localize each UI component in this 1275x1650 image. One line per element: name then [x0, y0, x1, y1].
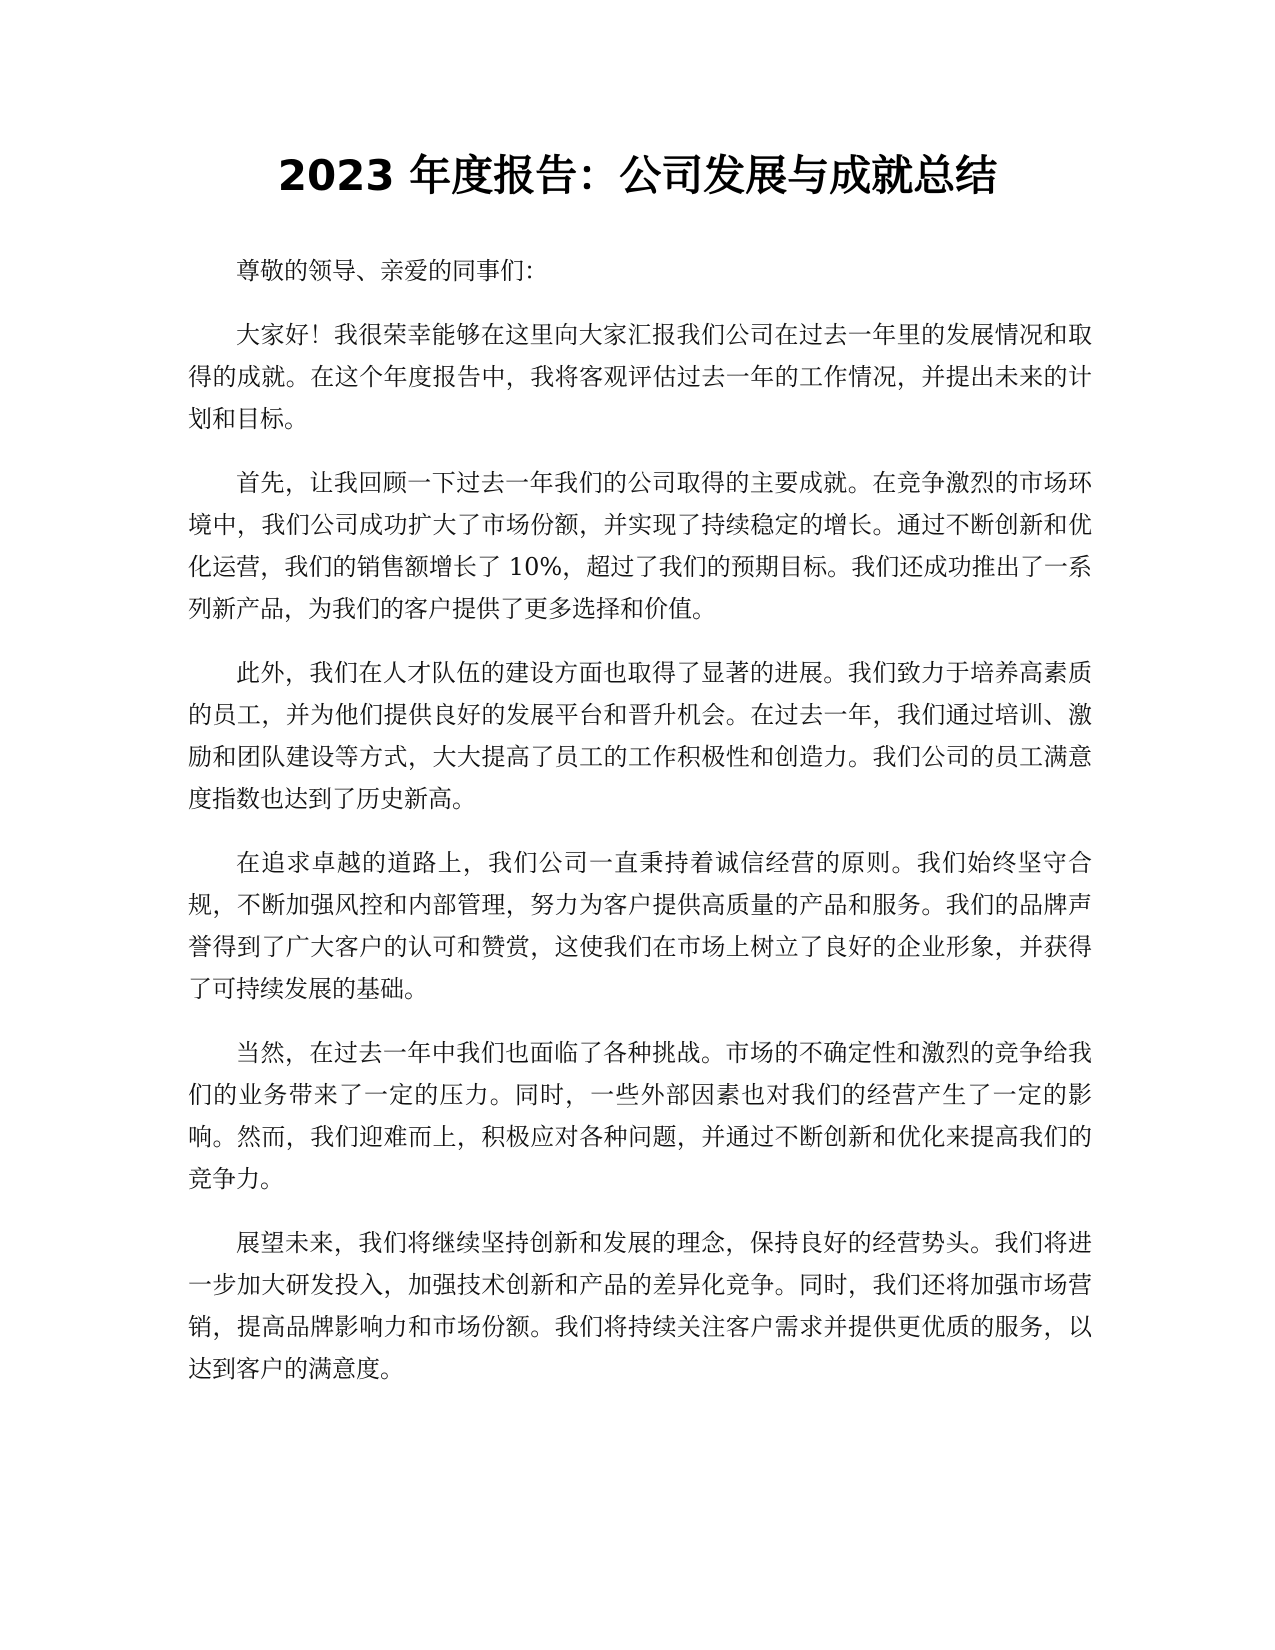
- document-body: [188, 250, 1092, 1412]
- greeting-line: 尊敬的领导、亲爱的同事们：: [236, 257, 548, 285]
- paragraph-challenges: 当然，在过去一年中我们也面临了各种挑战。市场的不确定性和激烈的竞争给我们的业务带来了一定的压力。同时，一些外部因素也对我们的经营产生了一定的影响。然而，我们迎难而上，积极应对各种问题，并通过不断创新和优化来提高我们的竞争力。: [188, 1039, 1092, 1193]
- paragraph-talent: 此外，我们在人才队伍的建设方面也取得了显著的进展。我们致力于培养高素质的员工，并为他们提供良好的发展平台和晋升机会。在过去一年，我们通过培训、激励和团队建设等方式，大大提高了员工的工作积极性和创造力。我们公司的员工满意度指数也达到了历史新高。: [188, 659, 1092, 813]
- paragraph-achievements: 首先，让我回顾一下过去一年我们的公司取得的主要成就。在竞争激烈的市场环境中，我们公司成功扩大了市场份额，并实现了持续稳定的增长。通过不断创新和优化运营，我们的销售额增长了 10%，超过了我们的预期目标。我们还成功推出了一系列新产品，为我们的客户提供了更多选择和价值。: [188, 469, 1092, 623]
- document-title: 2023 年度报告：公司发展与成就总结: [277, 151, 998, 200]
- paragraph-integrity: 在追求卓越的道路上，我们公司一直秉持着诚信经营的原则。我们始终坚守合规，不断加强风控和内部管理，努力为客户提供高质量的产品和服务。我们的品牌声誉得到了广大客户的认可和赞赏，这使我们在市场上树立了良好的企业形象，并获得了可持续发展的基础。: [188, 849, 1092, 1003]
- paragraph-outlook: 展望未来，我们将继续坚持创新和发展的理念，保持良好的经营势头。我们将进一步加大研发投入，加强技术创新和产品的差异化竞争。同时，我们还将加强市场营销，提高品牌影响力和市场份额。我们将持续关注客户需求并提供更优质的服务，以达到客户的满意度。: [188, 1229, 1092, 1383]
- paragraph-introduction: 大家好！我很荣幸能够在这里向大家汇报我们公司在过去一年里的发展情况和取得的成就。在这个年度报告中，我将客观评估过去一年的工作情况，并提出未来的计划和目标。: [188, 321, 1092, 433]
